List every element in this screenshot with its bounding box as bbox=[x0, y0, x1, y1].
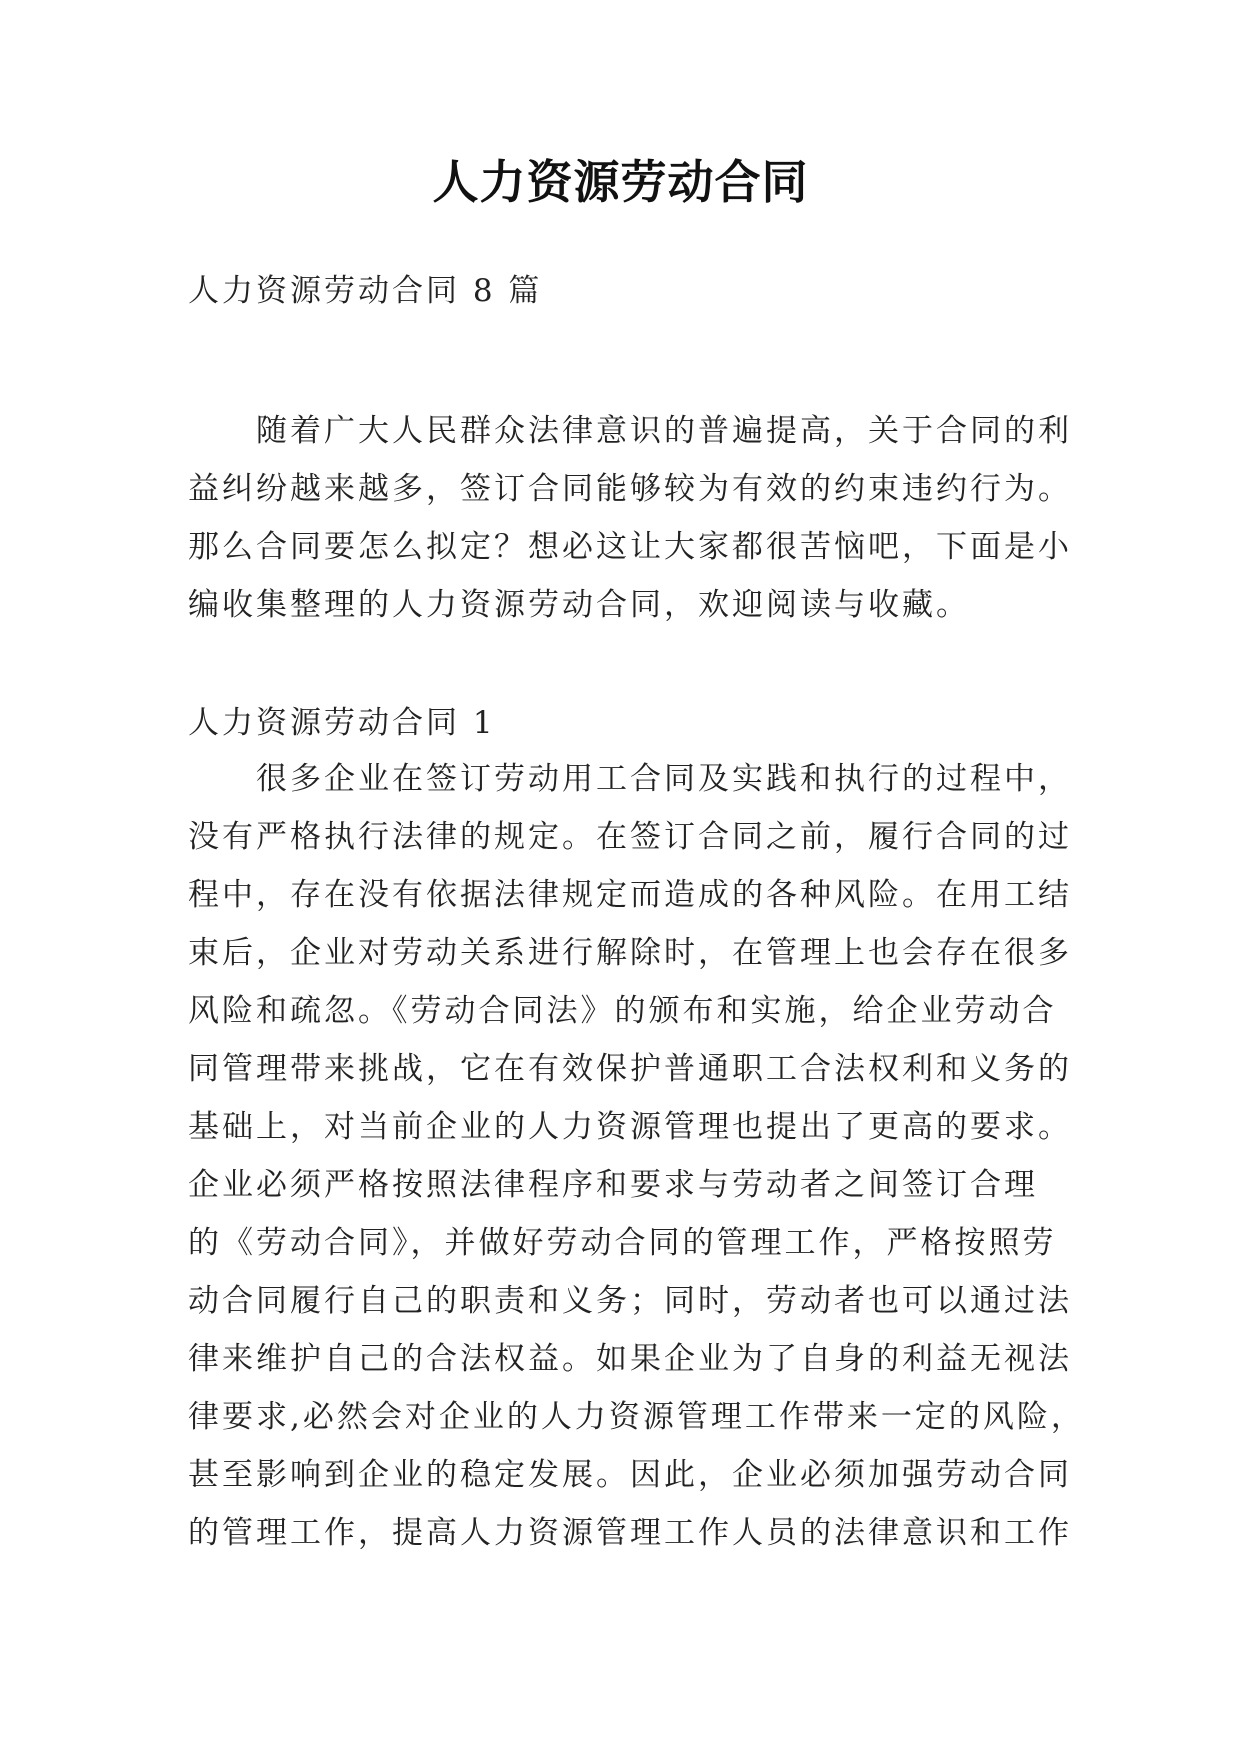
body-line: 同管理带来挑战，它在有效保护普通职工合法权利和义务的 bbox=[188, 1051, 1072, 1087]
body-line: 动合同履行自己的职责和义务；同时，劳动者也可以通过法 bbox=[188, 1283, 1072, 1319]
body-line: 的《劳动合同》，并做好劳动合同的管理工作，严格按照劳 bbox=[188, 1225, 1057, 1261]
body-line: 基础上，对当前企业的人力资源管理也提出了更高的要求。 bbox=[188, 1109, 1072, 1145]
body-line: 甚至影响到企业的稳定发展。因此，企业必须加强劳动合同 bbox=[188, 1457, 1072, 1493]
body-line: 的管理工作，提高人力资源管理工作人员的法律意识和工作 bbox=[188, 1515, 1072, 1551]
body-line: 企业必须严格按照法律程序和要求与劳动者之间签订合理 bbox=[188, 1167, 1038, 1203]
intro-line: 益纠纷越来越多，签订合同能够较为有效的约束违约行为。 bbox=[188, 471, 1072, 507]
body-line: 风险和疏忽。《劳动合同法》的颁布和实施，给企业劳动合 bbox=[188, 993, 1057, 1029]
document-subtitle: 人力资源劳动合同 8 篇 bbox=[188, 273, 543, 309]
body-line: 律来维护自己的合法权益。如果企业为了自身的利益无视法 bbox=[188, 1341, 1072, 1377]
intro-line: 那么合同要怎么拟定？想必这让大家都很苦恼吧，下面是小 bbox=[188, 529, 1072, 565]
intro-paragraph bbox=[188, 402, 1072, 634]
section-body-paragraph bbox=[188, 750, 1085, 1562]
intro-line: 编收集整理的人力资源劳动合同，欢迎阅读与收藏。 bbox=[188, 587, 970, 623]
body-line: 程中，存在没有依据法律规定而造成的各种风险。在用工结 bbox=[188, 877, 1072, 913]
body-line: 束后，企业对劳动关系进行解除时，在管理上也会存在很多 bbox=[188, 935, 1072, 971]
body-line: 没有严格执行法律的规定。在签订合同之前，履行合同的过 bbox=[188, 819, 1072, 855]
body-line: 律要求,必然会对企业的人力资源管理工作带来一定的风险， bbox=[188, 1399, 1085, 1435]
body-line: 很多企业在签订劳动用工合同及实践和执行的过程中， bbox=[256, 761, 1072, 797]
document-title: 人力资源劳动合同 bbox=[432, 155, 809, 209]
section-heading: 人力资源劳动合同 1 bbox=[188, 705, 496, 741]
intro-line: 随着广大人民群众法律意识的普遍提高，关于合同的利 bbox=[256, 413, 1072, 449]
